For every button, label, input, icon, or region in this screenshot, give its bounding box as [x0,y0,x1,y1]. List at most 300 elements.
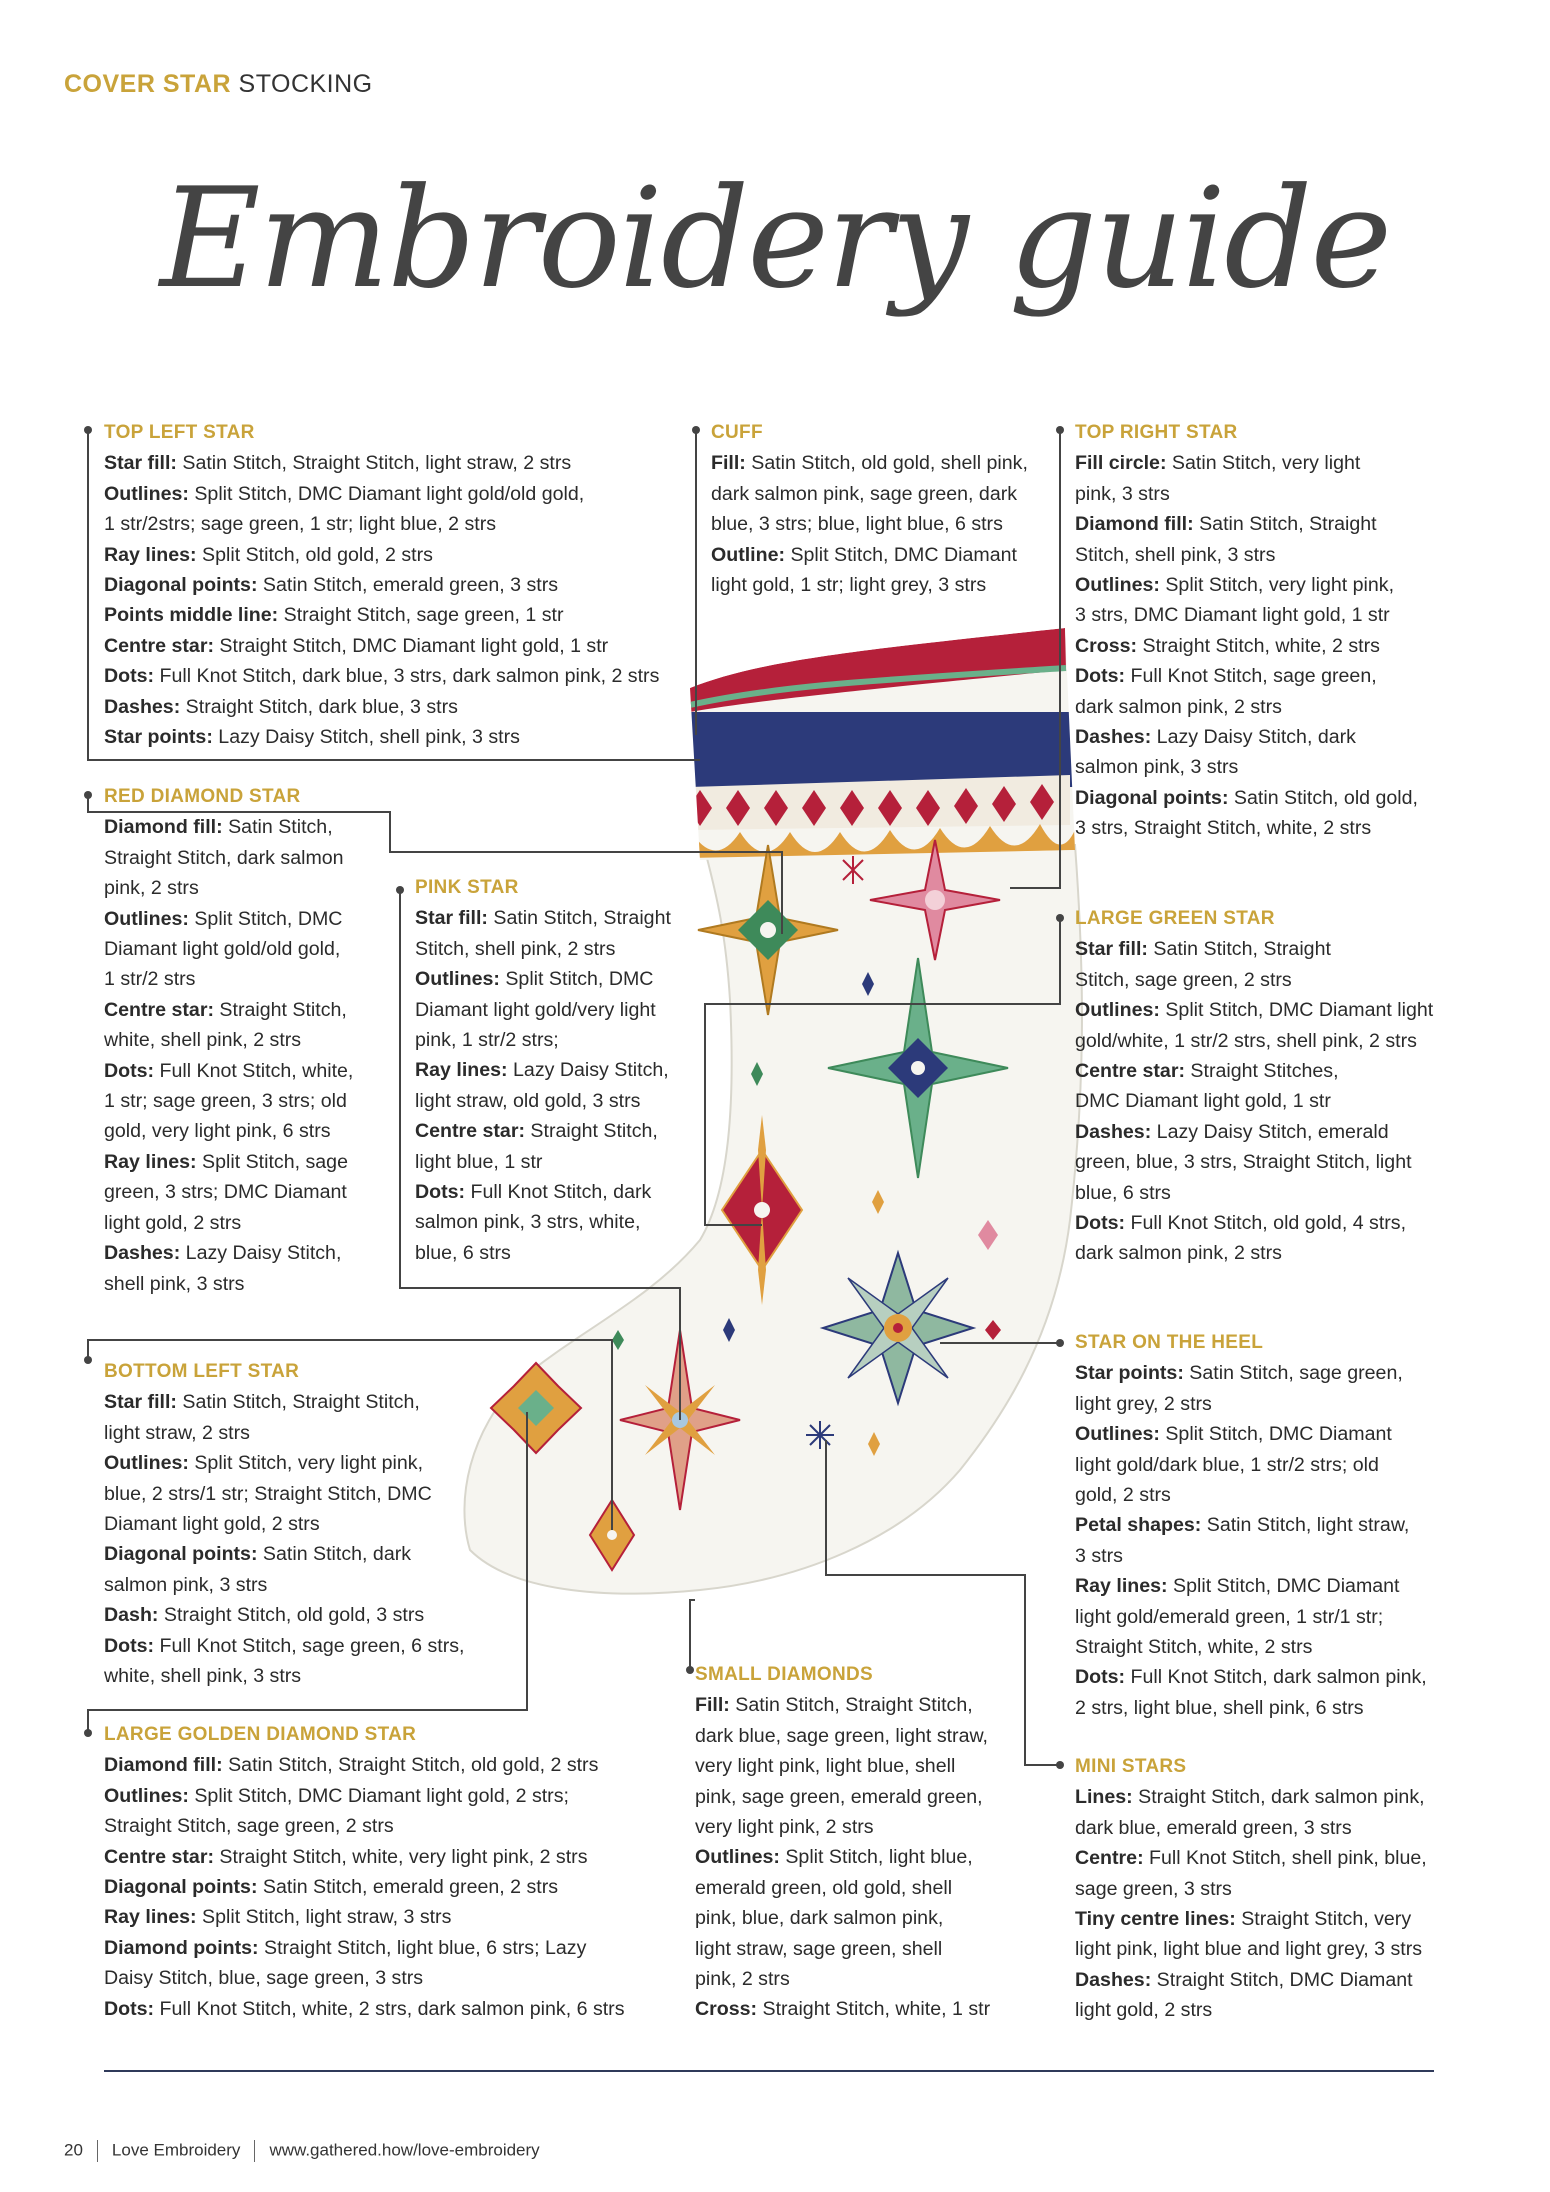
guide-text: Satin Stitch, very light [1166,452,1361,475]
guide-line [695,1690,1035,1720]
guide-text: Split Stitch, DMC Diamant light [1159,999,1434,1022]
guide-text: Satin Stitch, dark [257,1543,412,1566]
guide-text: Full Knot Stitch, sage green, [1125,665,1377,688]
guide-line [1075,1419,1475,1449]
guide-line [415,1238,705,1268]
guide-text: gold/white, 1 str/2 strs, shell pink, 2 strs [1075,1029,1417,1052]
guide-text: Straight Stitch, white, 1 str [757,1998,991,2021]
guide-line [1075,995,1475,1025]
section-bottom-left-star [104,1357,504,1691]
guide-label: Dots: [104,1059,155,1082]
footer-separator [97,2140,98,2162]
guide-text: Straight Stitch, white, 2 strs [1137,634,1380,657]
guide-text: light gold, 2 strs [1075,1999,1213,2022]
guide-label: Dots: [104,1634,155,1657]
guide-label: Ray lines: [1075,1575,1168,1598]
guide-line [415,1207,705,1237]
guide-text: Split Stitch, DMC [499,968,654,991]
guide-label: Centre star: [415,1120,525,1143]
guide-line [711,448,1051,478]
guide-line [1075,1843,1475,1873]
guide-text: light straw, 2 strs [104,1421,250,1444]
guide-label: Lines: [1075,1786,1133,1809]
guide-label: Outlines: [1075,999,1160,1022]
guide-line [711,479,1051,509]
guide-label: Cross: [1075,634,1138,657]
guide-line [1075,1874,1475,1904]
guide-line [104,964,394,994]
guide-line [695,1873,1035,1903]
guide-text: green, blue, 3 strs, Straight Stitch, light [1075,1151,1412,1174]
guide-line [1075,1602,1475,1632]
guide-label: Diagonal points: [1075,786,1229,809]
guide-text: Stitch, sage green, 2 strs [1075,968,1292,991]
guide-text: Satin Stitch, light straw, [1201,1514,1410,1537]
guide-line [104,1387,504,1417]
guide-line [104,448,684,478]
section-large-golden-diamond-star [104,1720,684,2024]
website-link[interactable]: www.gathered.how/love-embroidery [269,2140,540,2160]
guide-line [1075,1480,1475,1510]
guide-text: blue, 2 strs/1 str; Straight Stitch, DMC [104,1482,432,1505]
guide-label: Star points: [104,726,213,749]
guide-label: Diagonal points: [104,574,258,597]
guide-label: Star fill: [415,907,488,930]
guide-text: Split Stitch, light blue, [779,1846,973,1869]
guide-line [104,1509,504,1539]
guide-text: dark salmon pink, 2 strs [1075,695,1282,718]
guide-text: blue, 3 strs; blue, light blue, 6 strs [711,513,1003,536]
guide-text: dark blue, emerald green, 3 strs [1075,1816,1352,1839]
guide-text: Split Stitch, sage [196,1150,348,1173]
guide-line [415,964,705,994]
leader-dot [1056,1339,1064,1347]
guide-line [1075,600,1475,630]
guide-line [104,904,394,934]
guide-label: Outlines: [415,968,500,991]
guide-line [104,1448,504,1478]
guide-line [1075,1026,1475,1056]
guide-line [104,995,394,1025]
guide-text: shell pink, 3 strs [104,1272,245,1295]
guide-line [1075,1208,1475,1238]
guide-line [1075,1358,1475,1388]
guide-text: Split Stitch, very light pink, [188,1452,424,1475]
guide-text: Split Stitch, DMC Diamant [1167,1575,1400,1598]
guide-text: Split Stitch, DMC Diamant light gold, 2 strs; [188,1784,569,1807]
guide-text: Straight Stitch, sage green, 2 strs [104,1815,394,1838]
guide-line [104,1208,394,1238]
guide-text: Diamant light gold, 2 strs [104,1513,320,1536]
guide-text: light gold/emerald green, 1 str/1 str; [1075,1605,1384,1628]
leader-dot [1056,1761,1064,1769]
guide-label: Dashes: [104,1242,181,1265]
page-number: 20 [64,2140,83,2160]
guide-line [711,570,1051,600]
guide-text: Satin Stitch, old gold, [1228,786,1419,809]
guide-line [1075,1117,1475,1147]
magazine-name: Love Embroidery [111,2140,241,2160]
guide-line [415,903,705,933]
guide-line [695,1782,1035,1812]
guide-text: Satin Stitch, Straight Stitch, [729,1694,973,1717]
guide-line [104,1177,394,1207]
guide-text: Split Stitch, old gold, 2 strs [196,543,433,566]
guide-line [415,1025,705,1055]
guide-label: Fill: [711,452,746,475]
guide-text: 1 str; sage green, 3 strs; old [104,1090,347,1113]
guide-label: Outlines: [104,1452,189,1475]
leader-dot [84,791,92,799]
section-title: CUFF [711,422,763,443]
section-title: LARGE GOLDEN DIAMOND STAR [104,1724,417,1745]
guide-text: Straight Stitch, very [1235,1908,1412,1931]
guide-text: Full Knot Stitch, white, 2 strs, dark salmon pink, 6 strs [154,1997,625,2020]
guide-label: Centre star: [104,998,214,1021]
page-title: Embroidery guide [159,158,1391,319]
guide-text: pink, 2 strs [695,1968,790,1991]
guide-line [415,1116,705,1146]
section-red-diamond-star [104,782,394,1299]
guide-line [1075,661,1475,691]
guide-line [104,1750,684,1780]
guide-label: Outlines: [1075,1423,1160,1446]
guide-text: light straw, sage green, shell [695,1937,943,1960]
guide-label: Centre: [1075,1847,1144,1870]
guide-line [1075,1389,1475,1419]
section-title: BOTTOM LEFT STAR [104,1361,300,1382]
guide-text: Full Knot Stitch, white, [154,1059,354,1082]
guide-label: Dashes: [1075,1120,1152,1143]
guide-text: light pink, light blue and light grey, 3 strs [1075,1938,1423,1961]
guide-line [104,692,684,722]
guide-line [1075,1147,1475,1177]
guide-line [104,1872,684,1902]
section-star-on-the-heel [1075,1328,1475,1723]
guide-label: Star fill: [104,1391,177,1414]
guide-line [104,1269,394,1299]
guide-text: pink, 3 strs [1075,482,1170,505]
guide-line [104,1025,394,1055]
section-title: STAR ON THE HEEL [1075,1332,1264,1353]
guide-line [1075,934,1475,964]
guide-text: pink, 2 strs [104,877,199,900]
guide-text: light gold/dark blue, 1 str/2 strs; old [1075,1453,1379,1476]
guide-text: salmon pink, 3 strs [1075,756,1239,779]
guide-text: Lazy Daisy Stitch, shell pink, 3 strs [212,726,520,749]
guide-text: very light pink, 2 strs [695,1816,874,1839]
guide-text: Lazy Daisy Stitch, emerald [1151,1120,1389,1143]
section-top-left-star [104,418,684,752]
guide-text: Satin Stitch, Straight [1193,513,1377,536]
guide-line [711,540,1051,570]
guide-label: Outlines: [104,907,189,930]
guide-line [104,1811,684,1841]
guide-label: Star points: [1075,1362,1184,1385]
guide-line [1075,1965,1475,1995]
section-title: RED DIAMOND STAR [104,786,301,807]
guide-label: Diamond fill: [104,1754,223,1777]
guide-text: gold, very light pink, 6 strs [104,1120,331,1143]
guide-line [104,934,394,964]
guide-line [104,661,684,691]
guide-line [104,1631,504,1661]
guide-text: white, shell pink, 2 strs [104,1029,302,1052]
guide-label: Diamond fill: [104,816,223,839]
guide-line [104,1902,684,1932]
guide-line [1075,448,1475,478]
guide-label: Outlines: [695,1846,780,1869]
guide-text: Straight Stitch, white, 2 strs [1075,1636,1313,1659]
guide-text: green, 3 strs; DMC Diamant [104,1181,347,1204]
guide-label: Petal shapes: [1075,1514,1202,1537]
guide-text: Lazy Daisy Stitch, dark [1151,726,1356,749]
guide-line [104,843,394,873]
guide-line [1075,813,1475,843]
guide-text: light straw, old gold, 3 strs [415,1089,641,1112]
guide-line [415,1147,705,1177]
guide-label: Dots: [1075,1212,1126,1235]
guide-text: dark salmon pink, sage green, dark [711,482,1018,505]
guide-label: Diagonal points: [104,1876,258,1899]
guide-line [1075,1782,1475,1812]
guide-line [104,570,684,600]
guide-line [695,1994,1035,2024]
guide-line [695,1812,1035,1842]
guide-label: Outlines: [104,1784,189,1807]
guide-text: very light pink, light blue, shell [695,1755,956,1778]
guide-line [415,934,705,964]
guide-text: 3 strs [1075,1544,1123,1567]
guide-line [1075,1662,1475,1692]
guide-line [1075,509,1475,539]
guide-label: Ray lines: [104,1150,197,1173]
guide-line [1075,540,1475,570]
guide-text: Split Stitch, light straw, 3 strs [196,1906,452,1929]
guide-label: Dots: [415,1181,466,1204]
guide-line [104,1600,504,1630]
guide-label: Outline: [711,543,786,566]
section-title: PINK STAR [415,877,519,898]
guide-text: dark salmon pink, 2 strs [1075,1242,1282,1265]
footer-separator [254,2140,255,2162]
section-cuff [711,418,1051,600]
guide-text: blue, 6 strs [1075,1181,1171,1204]
guide-line [1075,1904,1475,1934]
guide-label: Fill circle: [1075,452,1167,475]
guide-line [695,1751,1035,1781]
guide-line [104,1539,504,1569]
section-large-green-star [1075,904,1475,1269]
guide-text: Straight Stitch, white, very light pink, 2 strs [213,1845,588,1868]
guide-text: light blue, 1 str [415,1150,543,1173]
guide-text: Full Knot Stitch, shell pink, blue, [1143,1847,1427,1870]
guide-line [104,1570,504,1600]
guide-line [1075,692,1475,722]
guide-text: Lazy Daisy Stitch, [180,1242,342,1265]
guide-text: Straight Stitches, [1184,1060,1339,1083]
guide-label: Star fill: [104,452,177,475]
guide-line [695,1842,1035,1872]
leader-dot [84,1356,92,1364]
guide-line [695,1721,1035,1751]
section-title: LARGE GREEN STAR [1075,908,1275,929]
page-footer [64,2140,540,2162]
guide-label: Dashes: [1075,726,1152,749]
guide-text: Split Stitch, DMC Diamant [1159,1423,1392,1446]
guide-text: DMC Diamant light gold, 1 str [1075,1090,1331,1113]
header-rest: STOCKING [238,70,373,98]
section-title: SMALL DIAMONDS [695,1664,874,1685]
guide-text: Satin Stitch, old gold, shell pink, [745,452,1028,475]
footer-rule [104,2070,1434,2072]
guide-text: pink, blue, dark salmon pink, [695,1907,944,1930]
guide-line [695,1903,1035,1933]
guide-text: salmon pink, 3 strs, white, [415,1211,641,1234]
guide-text: Straight Stitch, old gold, 3 strs [158,1604,425,1627]
leader-dot [84,1729,92,1737]
leader-dot [396,886,404,894]
guide-line [104,1479,504,1509]
guide-text: Diamant light gold/old gold, [104,938,341,961]
guide-line [695,1934,1035,1964]
guide-label: Diagonal points: [104,1543,258,1566]
guide-text: Straight Stitch, [524,1120,658,1143]
guide-label: Dots: [1075,665,1126,688]
guide-line [1075,1693,1475,1723]
guide-text: Straight Stitch, DMC Diamant [1151,1968,1413,1991]
leader-dot [1056,426,1064,434]
guide-text: dark blue, sage green, light straw, [695,1724,988,1747]
guide-line [104,509,684,539]
header-accent: COVER STAR [64,70,232,98]
guide-line [104,540,684,570]
leader-dot [686,1666,694,1674]
guide-text: salmon pink, 3 strs [104,1573,268,1596]
section-small-diamonds [695,1660,1035,2025]
guide-text: light grey, 2 strs [1075,1392,1212,1415]
guide-text: Diamant light gold/very light [415,998,656,1021]
guide-label: Fill: [695,1694,730,1717]
guide-text: Full Knot Stitch, dark blue, 3 strs, dark salmon pink, 2 strs [154,665,660,688]
guide-line [415,1086,705,1116]
section-title: TOP LEFT STAR [104,422,255,443]
guide-line [104,1056,394,1086]
guide-line [1075,1632,1475,1662]
guide-line [1075,783,1475,813]
guide-label: Ray lines: [104,1906,197,1929]
guide-text: Split Stitch, DMC Diamant light gold/old gold, [188,482,585,505]
guide-label: Points middle line: [104,604,279,627]
guide-text: white, shell pink, 3 strs [104,1665,302,1688]
guide-text: Split Stitch, DMC [188,907,343,930]
guide-label: Diamond points: [104,1936,259,1959]
guide-text: Straight Stitch, [213,998,347,1021]
guide-text: Split Stitch, DMC Diamant [785,543,1017,566]
guide-line [104,1994,684,2024]
guide-text: 3 strs, DMC Diamant light gold, 1 str [1075,604,1390,627]
guide-line [1075,1541,1475,1571]
section-mini-stars [1075,1752,1475,2026]
guide-text: Satin Stitch, Straight Stitch, old gold, 2 strs [222,1754,599,1777]
guide-line [104,1418,504,1448]
guide-line [1075,965,1475,995]
guide-line [1075,1086,1475,1116]
section-pink-star [415,873,705,1268]
guide-label: Centre star: [104,634,214,657]
guide-line [1075,1510,1475,1540]
guide-text: Satin Stitch, Straight [487,907,671,930]
guide-text: Satin Stitch, [222,816,333,839]
guide-text: pink, sage green, emerald green, [695,1785,983,1808]
guide-text: light gold, 2 strs [104,1211,242,1234]
guide-line [1075,1056,1475,1086]
guide-line [104,812,394,842]
guide-text: Split Stitch, very light pink, [1159,574,1395,597]
guide-line [1075,1813,1475,1843]
guide-line [104,722,684,752]
guide-text: Straight Stitch, dark blue, 3 strs [180,695,458,718]
guide-text: Daisy Stitch, blue, sage green, 3 strs [104,1967,424,1990]
guide-label: Dots: [104,1997,155,2020]
guide-text: Straight Stitch, sage green, 1 str [278,604,564,627]
guide-text: Satin Stitch, Straight Stitch, [176,1391,420,1414]
guide-text: Straight Stitch, light blue, 6 strs; Lazy [258,1936,587,1959]
guide-text: gold, 2 strs [1075,1484,1171,1507]
guide-label: Dots: [1075,1666,1126,1689]
guide-text: Lazy Daisy Stitch, [507,1059,669,1082]
leader-dot [1056,914,1064,922]
guide-text: Full Knot Stitch, old gold, 4 strs, [1125,1212,1407,1235]
guide-text: Satin Stitch, Straight Stitch, light straw, 2 strs [176,452,572,475]
guide-label: Ray lines: [104,543,197,566]
guide-line [1075,631,1475,661]
guide-line [1075,752,1475,782]
guide-line [104,631,684,661]
guide-text: 3 strs, Straight Stitch, white, 2 strs [1075,817,1372,840]
guide-line [1075,1450,1475,1480]
guide-line [1075,479,1475,509]
guide-label: Ray lines: [415,1059,508,1082]
guide-label: Centre star: [104,1845,214,1868]
guide-text: Full Knot Stitch, dark salmon pink, [1125,1666,1427,1689]
guide-line [104,1933,684,1963]
guide-text: emerald green, old gold, shell [695,1876,953,1899]
guide-label: Centre star: [1075,1060,1185,1083]
guide-text: blue, 6 strs [415,1241,511,1264]
guide-line [1075,1238,1475,1268]
guide-line [415,1055,705,1085]
guide-label: Tiny centre lines: [1075,1908,1236,1931]
guide-line [104,1661,504,1691]
guide-text: 1 str/2 strs [104,968,196,991]
guide-line [104,1238,394,1268]
guide-line [1075,1934,1475,1964]
guide-text: Straight Stitch, DMC Diamant light gold, 1 str [213,634,609,657]
guide-text: Satin Stitch, emerald green, 2 strs [257,1876,559,1899]
guide-text: Full Knot Stitch, dark [465,1181,652,1204]
guide-line [104,1116,394,1146]
guide-line [104,1842,684,1872]
guide-line [104,1963,684,1993]
guide-label: Dashes: [1075,1968,1152,1991]
guide-line [695,1964,1035,1994]
guide-line [104,1147,394,1177]
guide-line [1075,1178,1475,1208]
guide-text: 1 str/2strs; sage green, 1 str; light blue, 2 strs [104,513,497,536]
guide-label: Cross: [695,1998,758,2021]
section-title: MINI STARS [1075,1756,1187,1777]
